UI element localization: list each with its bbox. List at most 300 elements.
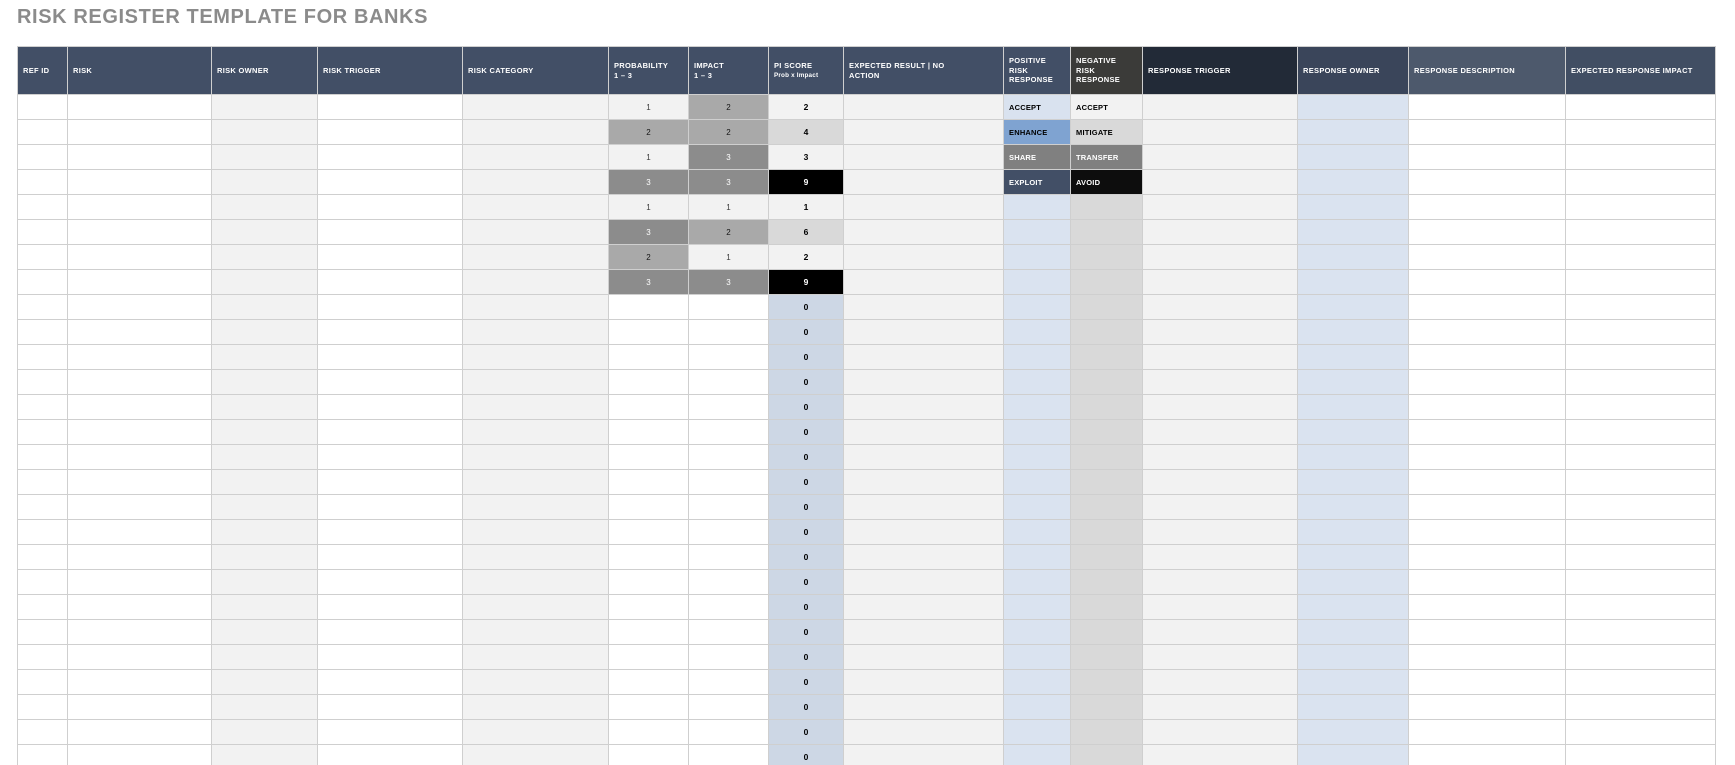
cell-risk-owner[interactable] xyxy=(212,695,318,720)
cell-positive-risk-response[interactable]: ENHANCE xyxy=(1004,120,1071,145)
cell-negative-risk-response[interactable] xyxy=(1071,295,1143,320)
cell-response-trigger[interactable] xyxy=(1143,195,1298,220)
column-header-response-trigger[interactable] xyxy=(1143,47,1298,95)
cell-risk-trigger[interactable] xyxy=(318,645,463,670)
cell-risk[interactable] xyxy=(68,295,212,320)
column-header-risk-trigger[interactable] xyxy=(318,47,463,95)
cell-risk-category[interactable] xyxy=(463,520,609,545)
cell-pi-score[interactable]: 0 xyxy=(769,745,844,765)
cell-positive-risk-response[interactable] xyxy=(1004,645,1071,670)
cell-negative-risk-response[interactable] xyxy=(1071,395,1143,420)
cell-risk[interactable] xyxy=(68,495,212,520)
cell-pi-score[interactable]: 0 xyxy=(769,345,844,370)
cell-response-description[interactable] xyxy=(1409,745,1566,765)
cell-expected-response-impact[interactable] xyxy=(1566,420,1716,445)
column-header-ref-id[interactable] xyxy=(18,47,68,95)
cell-ref-id[interactable] xyxy=(18,145,68,170)
cell-risk-category[interactable] xyxy=(463,445,609,470)
cell-risk-category[interactable] xyxy=(463,170,609,195)
cell-pi-score[interactable]: 9 xyxy=(769,170,844,195)
cell-impact[interactable] xyxy=(689,295,769,320)
cell-risk-category[interactable] xyxy=(463,570,609,595)
cell-ref-id[interactable] xyxy=(18,170,68,195)
cell-risk[interactable] xyxy=(68,670,212,695)
cell-risk-category[interactable] xyxy=(463,120,609,145)
cell-risk[interactable] xyxy=(68,545,212,570)
cell-pi-score[interactable]: 0 xyxy=(769,570,844,595)
cell-response-description[interactable] xyxy=(1409,520,1566,545)
cell-response-description[interactable] xyxy=(1409,220,1566,245)
cell-pi-score[interactable]: 0 xyxy=(769,495,844,520)
cell-probability[interactable] xyxy=(609,295,689,320)
cell-risk-owner[interactable] xyxy=(212,395,318,420)
cell-risk-category[interactable] xyxy=(463,95,609,120)
cell-risk-owner[interactable] xyxy=(212,620,318,645)
cell-response-trigger[interactable] xyxy=(1143,595,1298,620)
column-header-expected-result[interactable] xyxy=(844,47,1004,95)
cell-response-trigger[interactable] xyxy=(1143,95,1298,120)
cell-negative-risk-response[interactable] xyxy=(1071,220,1143,245)
cell-expected-response-impact[interactable] xyxy=(1566,470,1716,495)
cell-risk-trigger[interactable] xyxy=(318,145,463,170)
cell-expected-response-impact[interactable] xyxy=(1566,320,1716,345)
cell-pi-score[interactable]: 0 xyxy=(769,695,844,720)
cell-response-trigger[interactable] xyxy=(1143,270,1298,295)
cell-response-trigger[interactable] xyxy=(1143,645,1298,670)
cell-expected-result[interactable] xyxy=(844,370,1004,395)
cell-risk-owner[interactable] xyxy=(212,170,318,195)
cell-expected-response-impact[interactable] xyxy=(1566,370,1716,395)
cell-impact[interactable]: 2 xyxy=(689,220,769,245)
cell-positive-risk-response[interactable] xyxy=(1004,320,1071,345)
cell-impact[interactable]: 2 xyxy=(689,120,769,145)
cell-expected-response-impact[interactable] xyxy=(1566,195,1716,220)
cell-probability[interactable]: 2 xyxy=(609,120,689,145)
cell-probability[interactable] xyxy=(609,420,689,445)
cell-impact[interactable] xyxy=(689,620,769,645)
cell-risk-category[interactable] xyxy=(463,745,609,765)
cell-risk-category[interactable] xyxy=(463,145,609,170)
cell-ref-id[interactable] xyxy=(18,270,68,295)
cell-impact[interactable]: 3 xyxy=(689,270,769,295)
cell-pi-score[interactable]: 2 xyxy=(769,245,844,270)
cell-risk[interactable] xyxy=(68,345,212,370)
cell-risk[interactable] xyxy=(68,645,212,670)
cell-expected-result[interactable] xyxy=(844,595,1004,620)
cell-expected-response-impact[interactable] xyxy=(1566,445,1716,470)
cell-response-trigger[interactable] xyxy=(1143,520,1298,545)
cell-response-description[interactable] xyxy=(1409,445,1566,470)
column-header-impact[interactable] xyxy=(689,47,769,95)
cell-risk[interactable] xyxy=(68,695,212,720)
cell-negative-risk-response[interactable] xyxy=(1071,620,1143,645)
cell-impact[interactable] xyxy=(689,545,769,570)
cell-response-description[interactable] xyxy=(1409,645,1566,670)
cell-ref-id[interactable] xyxy=(18,395,68,420)
cell-response-owner[interactable] xyxy=(1298,395,1409,420)
cell-impact[interactable] xyxy=(689,645,769,670)
cell-response-description[interactable] xyxy=(1409,420,1566,445)
cell-pi-score[interactable]: 4 xyxy=(769,120,844,145)
cell-risk-owner[interactable] xyxy=(212,220,318,245)
cell-expected-result[interactable] xyxy=(844,520,1004,545)
cell-risk-trigger[interactable] xyxy=(318,320,463,345)
column-header-positive-risk-response[interactable] xyxy=(1004,47,1071,95)
cell-expected-response-impact[interactable] xyxy=(1566,295,1716,320)
cell-risk[interactable] xyxy=(68,570,212,595)
cell-positive-risk-response[interactable] xyxy=(1004,220,1071,245)
cell-risk-category[interactable] xyxy=(463,420,609,445)
cell-ref-id[interactable] xyxy=(18,470,68,495)
cell-impact[interactable] xyxy=(689,695,769,720)
cell-response-trigger[interactable] xyxy=(1143,295,1298,320)
cell-response-owner[interactable] xyxy=(1298,720,1409,745)
cell-ref-id[interactable] xyxy=(18,95,68,120)
cell-ref-id[interactable] xyxy=(18,320,68,345)
cell-impact[interactable] xyxy=(689,720,769,745)
cell-expected-response-impact[interactable] xyxy=(1566,495,1716,520)
cell-risk-trigger[interactable] xyxy=(318,495,463,520)
cell-pi-score[interactable]: 0 xyxy=(769,720,844,745)
cell-risk-trigger[interactable] xyxy=(318,395,463,420)
cell-response-description[interactable] xyxy=(1409,245,1566,270)
cell-pi-score[interactable]: 0 xyxy=(769,670,844,695)
cell-expected-response-impact[interactable] xyxy=(1566,720,1716,745)
cell-positive-risk-response[interactable] xyxy=(1004,395,1071,420)
cell-risk-owner[interactable] xyxy=(212,670,318,695)
cell-impact[interactable] xyxy=(689,420,769,445)
cell-risk-trigger[interactable] xyxy=(318,570,463,595)
cell-risk-trigger[interactable] xyxy=(318,695,463,720)
cell-response-owner[interactable] xyxy=(1298,595,1409,620)
cell-response-description[interactable] xyxy=(1409,145,1566,170)
cell-positive-risk-response[interactable] xyxy=(1004,195,1071,220)
cell-expected-response-impact[interactable] xyxy=(1566,745,1716,765)
cell-response-trigger[interactable] xyxy=(1143,120,1298,145)
cell-risk-owner[interactable] xyxy=(212,520,318,545)
cell-expected-result[interactable] xyxy=(844,470,1004,495)
cell-risk-category[interactable] xyxy=(463,545,609,570)
cell-risk-category[interactable] xyxy=(463,195,609,220)
cell-impact[interactable] xyxy=(689,370,769,395)
cell-impact[interactable] xyxy=(689,470,769,495)
column-header-expected-response-impact[interactable] xyxy=(1566,47,1716,95)
cell-risk-category[interactable] xyxy=(463,595,609,620)
cell-response-owner[interactable] xyxy=(1298,245,1409,270)
cell-positive-risk-response[interactable] xyxy=(1004,570,1071,595)
cell-expected-result[interactable] xyxy=(844,695,1004,720)
cell-probability[interactable] xyxy=(609,745,689,765)
cell-response-trigger[interactable] xyxy=(1143,445,1298,470)
cell-expected-result[interactable] xyxy=(844,545,1004,570)
cell-risk[interactable] xyxy=(68,620,212,645)
cell-response-description[interactable] xyxy=(1409,370,1566,395)
cell-ref-id[interactable] xyxy=(18,745,68,765)
cell-risk-owner[interactable] xyxy=(212,370,318,395)
cell-risk[interactable] xyxy=(68,195,212,220)
cell-positive-risk-response[interactable]: ACCEPT xyxy=(1004,95,1071,120)
cell-risk[interactable] xyxy=(68,445,212,470)
cell-response-owner[interactable] xyxy=(1298,95,1409,120)
cell-risk-owner[interactable] xyxy=(212,545,318,570)
cell-risk-category[interactable] xyxy=(463,270,609,295)
cell-risk-owner[interactable] xyxy=(212,145,318,170)
cell-impact[interactable] xyxy=(689,595,769,620)
cell-ref-id[interactable] xyxy=(18,195,68,220)
cell-expected-response-impact[interactable] xyxy=(1566,145,1716,170)
cell-risk-category[interactable] xyxy=(463,695,609,720)
cell-pi-score[interactable]: 0 xyxy=(769,520,844,545)
cell-ref-id[interactable] xyxy=(18,670,68,695)
cell-risk[interactable] xyxy=(68,370,212,395)
cell-impact[interactable]: 3 xyxy=(689,145,769,170)
cell-response-trigger[interactable] xyxy=(1143,720,1298,745)
cell-risk-owner[interactable] xyxy=(212,420,318,445)
cell-risk-owner[interactable] xyxy=(212,445,318,470)
cell-negative-risk-response[interactable] xyxy=(1071,520,1143,545)
column-header-risk-category[interactable] xyxy=(463,47,609,95)
cell-negative-risk-response[interactable] xyxy=(1071,570,1143,595)
cell-impact[interactable] xyxy=(689,745,769,765)
cell-response-description[interactable] xyxy=(1409,670,1566,695)
cell-risk[interactable] xyxy=(68,145,212,170)
cell-expected-response-impact[interactable] xyxy=(1566,220,1716,245)
cell-expected-result[interactable] xyxy=(844,220,1004,245)
cell-response-description[interactable] xyxy=(1409,570,1566,595)
cell-response-trigger[interactable] xyxy=(1143,345,1298,370)
cell-response-owner[interactable] xyxy=(1298,645,1409,670)
cell-negative-risk-response[interactable] xyxy=(1071,595,1143,620)
cell-risk-category[interactable] xyxy=(463,395,609,420)
cell-response-owner[interactable] xyxy=(1298,370,1409,395)
cell-response-owner[interactable] xyxy=(1298,670,1409,695)
cell-response-owner[interactable] xyxy=(1298,495,1409,520)
column-header-negative-risk-response[interactable] xyxy=(1071,47,1143,95)
cell-risk-owner[interactable] xyxy=(212,295,318,320)
cell-probability[interactable] xyxy=(609,520,689,545)
cell-expected-response-impact[interactable] xyxy=(1566,570,1716,595)
cell-probability[interactable]: 2 xyxy=(609,245,689,270)
cell-ref-id[interactable] xyxy=(18,620,68,645)
cell-risk[interactable] xyxy=(68,470,212,495)
cell-risk-trigger[interactable] xyxy=(318,270,463,295)
cell-risk-category[interactable] xyxy=(463,470,609,495)
cell-negative-risk-response[interactable] xyxy=(1071,695,1143,720)
cell-response-trigger[interactable] xyxy=(1143,670,1298,695)
cell-response-description[interactable] xyxy=(1409,170,1566,195)
cell-negative-risk-response[interactable] xyxy=(1071,720,1143,745)
cell-positive-risk-response[interactable] xyxy=(1004,595,1071,620)
cell-probability[interactable] xyxy=(609,570,689,595)
cell-impact[interactable]: 1 xyxy=(689,245,769,270)
cell-positive-risk-response[interactable] xyxy=(1004,495,1071,520)
cell-risk-category[interactable] xyxy=(463,295,609,320)
cell-ref-id[interactable] xyxy=(18,295,68,320)
cell-pi-score[interactable]: 3 xyxy=(769,145,844,170)
cell-impact[interactable] xyxy=(689,320,769,345)
cell-expected-result[interactable] xyxy=(844,295,1004,320)
cell-expected-result[interactable] xyxy=(844,170,1004,195)
cell-negative-risk-response[interactable]: AVOID xyxy=(1071,170,1143,195)
cell-response-description[interactable] xyxy=(1409,720,1566,745)
cell-ref-id[interactable] xyxy=(18,220,68,245)
cell-ref-id[interactable] xyxy=(18,120,68,145)
cell-risk-trigger[interactable] xyxy=(318,595,463,620)
cell-response-owner[interactable] xyxy=(1298,320,1409,345)
cell-positive-risk-response[interactable] xyxy=(1004,520,1071,545)
cell-expected-response-impact[interactable] xyxy=(1566,395,1716,420)
cell-response-owner[interactable] xyxy=(1298,195,1409,220)
cell-probability[interactable] xyxy=(609,395,689,420)
cell-risk-owner[interactable] xyxy=(212,470,318,495)
cell-positive-risk-response[interactable] xyxy=(1004,295,1071,320)
cell-expected-result[interactable] xyxy=(844,670,1004,695)
cell-risk-owner[interactable] xyxy=(212,320,318,345)
cell-pi-score[interactable]: 0 xyxy=(769,395,844,420)
cell-response-trigger[interactable] xyxy=(1143,320,1298,345)
cell-probability[interactable] xyxy=(609,345,689,370)
cell-ref-id[interactable] xyxy=(18,445,68,470)
cell-response-trigger[interactable] xyxy=(1143,495,1298,520)
cell-risk-owner[interactable] xyxy=(212,720,318,745)
column-header-pi-score[interactable] xyxy=(769,47,844,95)
cell-positive-risk-response[interactable] xyxy=(1004,545,1071,570)
cell-risk-category[interactable] xyxy=(463,495,609,520)
cell-positive-risk-response[interactable]: SHARE xyxy=(1004,145,1071,170)
cell-ref-id[interactable] xyxy=(18,420,68,445)
cell-response-description[interactable] xyxy=(1409,620,1566,645)
cell-negative-risk-response[interactable] xyxy=(1071,345,1143,370)
cell-impact[interactable]: 3 xyxy=(689,170,769,195)
cell-response-trigger[interactable] xyxy=(1143,370,1298,395)
cell-expected-response-impact[interactable] xyxy=(1566,270,1716,295)
cell-ref-id[interactable] xyxy=(18,720,68,745)
cell-ref-id[interactable] xyxy=(18,245,68,270)
cell-risk-category[interactable] xyxy=(463,320,609,345)
cell-expected-result[interactable] xyxy=(844,95,1004,120)
cell-response-description[interactable] xyxy=(1409,320,1566,345)
cell-impact[interactable] xyxy=(689,345,769,370)
cell-negative-risk-response[interactable] xyxy=(1071,370,1143,395)
cell-response-trigger[interactable] xyxy=(1143,220,1298,245)
cell-risk-owner[interactable] xyxy=(212,270,318,295)
column-header-response-description[interactable] xyxy=(1409,47,1566,95)
cell-ref-id[interactable] xyxy=(18,695,68,720)
cell-expected-response-impact[interactable] xyxy=(1566,695,1716,720)
cell-response-trigger[interactable] xyxy=(1143,145,1298,170)
cell-pi-score[interactable]: 0 xyxy=(769,320,844,345)
cell-response-owner[interactable] xyxy=(1298,470,1409,495)
cell-pi-score[interactable]: 0 xyxy=(769,645,844,670)
cell-positive-risk-response[interactable] xyxy=(1004,470,1071,495)
cell-risk-trigger[interactable] xyxy=(318,120,463,145)
cell-expected-response-impact[interactable] xyxy=(1566,620,1716,645)
cell-negative-risk-response[interactable] xyxy=(1071,495,1143,520)
cell-negative-risk-response[interactable]: MITIGATE xyxy=(1071,120,1143,145)
cell-response-owner[interactable] xyxy=(1298,420,1409,445)
cell-risk[interactable] xyxy=(68,745,212,765)
cell-ref-id[interactable] xyxy=(18,495,68,520)
cell-risk-owner[interactable] xyxy=(212,245,318,270)
cell-positive-risk-response[interactable] xyxy=(1004,745,1071,765)
cell-positive-risk-response[interactable] xyxy=(1004,420,1071,445)
cell-risk-trigger[interactable] xyxy=(318,95,463,120)
cell-response-trigger[interactable] xyxy=(1143,570,1298,595)
cell-ref-id[interactable] xyxy=(18,370,68,395)
cell-pi-score[interactable]: 0 xyxy=(769,420,844,445)
cell-expected-result[interactable] xyxy=(844,445,1004,470)
cell-response-description[interactable] xyxy=(1409,345,1566,370)
cell-probability[interactable] xyxy=(609,670,689,695)
cell-positive-risk-response[interactable] xyxy=(1004,445,1071,470)
cell-negative-risk-response[interactable] xyxy=(1071,195,1143,220)
cell-risk-trigger[interactable] xyxy=(318,170,463,195)
cell-risk-owner[interactable] xyxy=(212,570,318,595)
column-header-risk[interactable] xyxy=(68,47,212,95)
cell-expected-response-impact[interactable] xyxy=(1566,545,1716,570)
cell-risk[interactable] xyxy=(68,420,212,445)
cell-ref-id[interactable] xyxy=(18,545,68,570)
cell-ref-id[interactable] xyxy=(18,345,68,370)
cell-expected-result[interactable] xyxy=(844,345,1004,370)
cell-risk[interactable] xyxy=(68,595,212,620)
cell-probability[interactable] xyxy=(609,595,689,620)
cell-probability[interactable]: 3 xyxy=(609,220,689,245)
cell-response-owner[interactable] xyxy=(1298,570,1409,595)
cell-risk-trigger[interactable] xyxy=(318,345,463,370)
cell-response-trigger[interactable] xyxy=(1143,745,1298,765)
cell-risk-trigger[interactable] xyxy=(318,745,463,765)
cell-negative-risk-response[interactable]: TRANSFER xyxy=(1071,145,1143,170)
cell-risk-owner[interactable] xyxy=(212,195,318,220)
cell-expected-result[interactable] xyxy=(844,320,1004,345)
cell-pi-score[interactable]: 0 xyxy=(769,295,844,320)
cell-expected-result[interactable] xyxy=(844,245,1004,270)
cell-risk[interactable] xyxy=(68,520,212,545)
cell-negative-risk-response[interactable]: ACCEPT xyxy=(1071,95,1143,120)
cell-probability[interactable] xyxy=(609,470,689,495)
cell-response-owner[interactable] xyxy=(1298,170,1409,195)
cell-negative-risk-response[interactable] xyxy=(1071,320,1143,345)
cell-expected-response-impact[interactable] xyxy=(1566,245,1716,270)
cell-response-trigger[interactable] xyxy=(1143,245,1298,270)
cell-probability[interactable]: 3 xyxy=(609,270,689,295)
cell-ref-id[interactable] xyxy=(18,570,68,595)
cell-expected-result[interactable] xyxy=(844,395,1004,420)
cell-risk[interactable] xyxy=(68,245,212,270)
cell-expected-result[interactable] xyxy=(844,270,1004,295)
cell-response-description[interactable] xyxy=(1409,95,1566,120)
cell-risk-owner[interactable] xyxy=(212,495,318,520)
cell-probability[interactable]: 1 xyxy=(609,195,689,220)
cell-impact[interactable]: 2 xyxy=(689,95,769,120)
cell-risk-trigger[interactable] xyxy=(318,245,463,270)
cell-risk-owner[interactable] xyxy=(212,645,318,670)
cell-probability[interactable]: 1 xyxy=(609,95,689,120)
cell-response-description[interactable] xyxy=(1409,695,1566,720)
cell-positive-risk-response[interactable] xyxy=(1004,670,1071,695)
cell-risk-trigger[interactable] xyxy=(318,520,463,545)
cell-response-owner[interactable] xyxy=(1298,620,1409,645)
cell-response-owner[interactable] xyxy=(1298,270,1409,295)
cell-probability[interactable] xyxy=(609,720,689,745)
cell-probability[interactable]: 1 xyxy=(609,145,689,170)
cell-probability[interactable] xyxy=(609,545,689,570)
cell-pi-score[interactable]: 0 xyxy=(769,595,844,620)
cell-response-trigger[interactable] xyxy=(1143,395,1298,420)
cell-risk-owner[interactable] xyxy=(212,745,318,765)
cell-response-owner[interactable] xyxy=(1298,545,1409,570)
